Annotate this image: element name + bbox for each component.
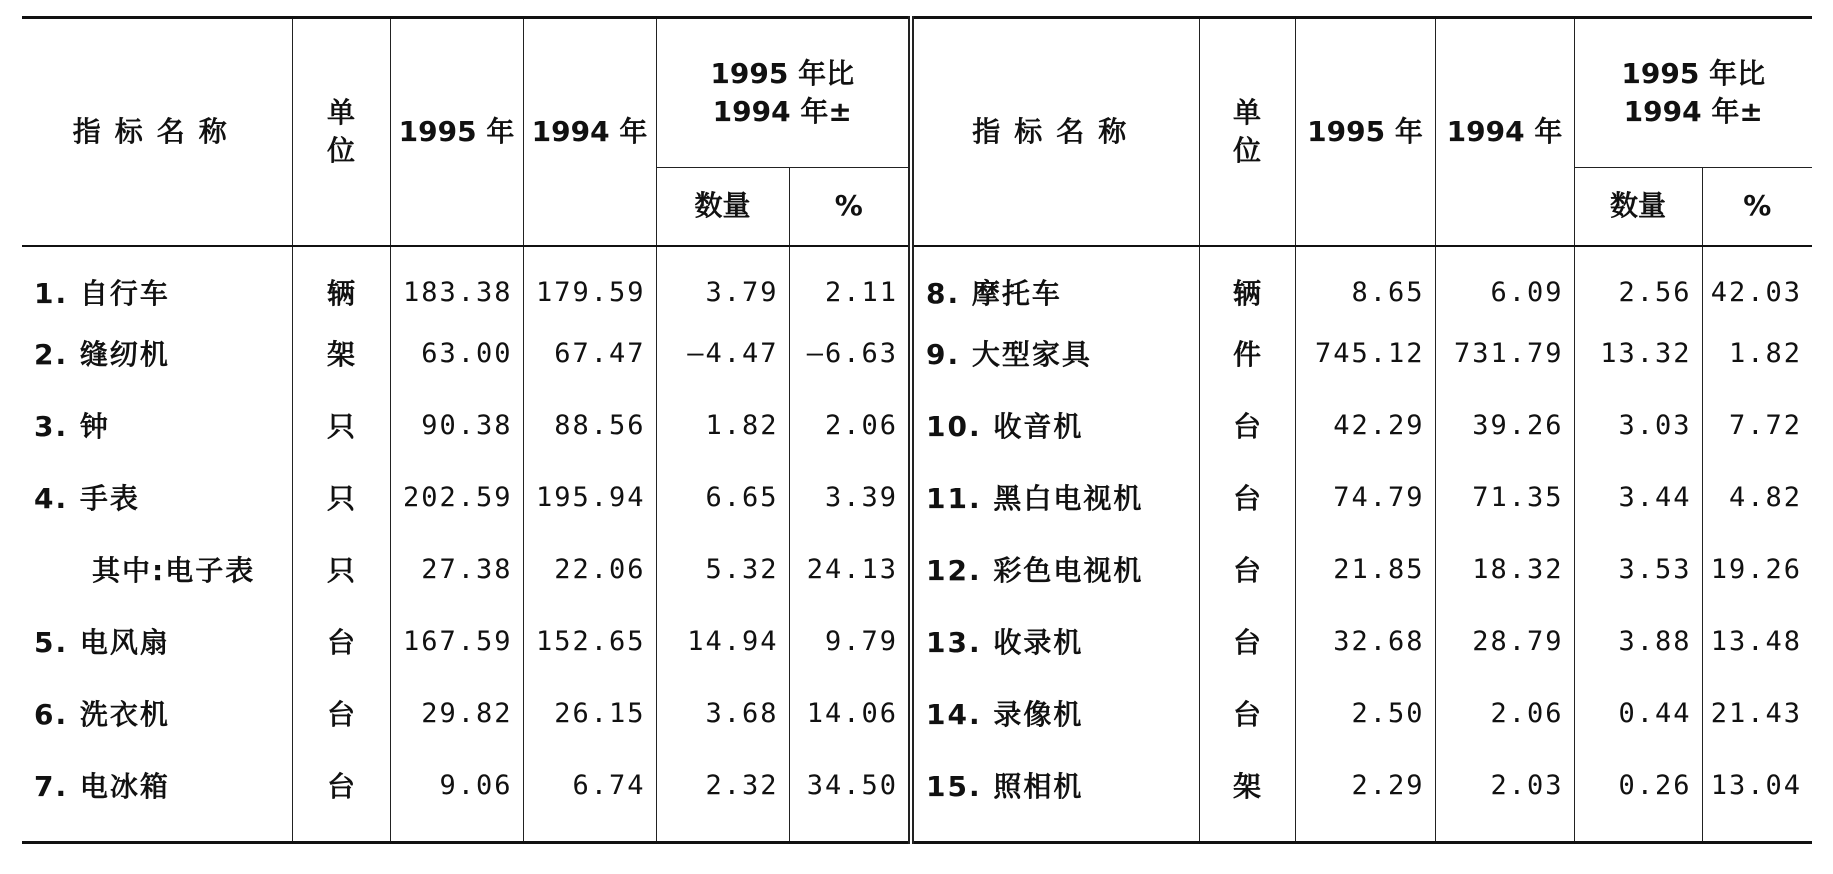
row-pct-right: 42.03 [1702,246,1812,319]
row-pct: 34.50 [789,751,911,843]
row-1995: 9.06 [390,751,523,843]
row-1995-right: 8.65 [1295,246,1435,319]
row-name-right: 8. 摩托车 [911,246,1199,319]
row-name-right: 14. 录像机 [911,679,1199,751]
header-comparison-right: 1995 年比 1994 年± [1574,18,1812,168]
table-row [22,607,1812,679]
row-1995-right: 745.12 [1295,319,1435,391]
row-unit: 台 [292,607,390,679]
row-1995: 90.38 [390,391,523,463]
row-1995-right: 42.29 [1295,391,1435,463]
row-1994-right: 71.35 [1435,463,1574,535]
row-name-right: 9. 大型家具 [911,319,1199,391]
row-qty-right: 0.26 [1574,751,1702,843]
row-pct: 2.06 [789,391,911,463]
row-1994: 152.65 [523,607,656,679]
row-1994: 6.74 [523,751,656,843]
header-pct-right: % [1702,168,1812,246]
row-1994-right: 6.09 [1435,246,1574,319]
row-unit-right: 件 [1199,319,1295,391]
row-unit: 只 [292,463,390,535]
row-1994-right: 18.32 [1435,535,1574,607]
row-1995: 183.38 [390,246,523,319]
row-1994: 179.59 [523,246,656,319]
row-unit: 只 [292,535,390,607]
row-1994: 26.15 [523,679,656,751]
row-1994: 88.56 [523,391,656,463]
row-pct-right: 13.48 [1702,607,1812,679]
row-name: 5. 电风扇 [34,625,170,659]
row-pct: 14.06 [789,679,911,751]
header-comparison: 1995 年比 1994 年± [656,18,911,168]
row-qty-right: 3.88 [1574,607,1702,679]
row-name-right: 10. 收音机 [911,391,1199,463]
table-header [22,18,1812,246]
header-qty-right: 数量 [1574,168,1702,246]
row-name: 2. 缝纫机 [34,337,170,371]
row-name-right: 12. 彩色电视机 [911,535,1199,607]
row-pct: 24.13 [789,535,911,607]
header-qty: 数量 [656,168,789,246]
table-row [22,319,1812,391]
row-qty-right: 0.44 [1574,679,1702,751]
row-qty-right: 3.44 [1574,463,1702,535]
row-name: 其中:电子表 [92,553,256,587]
row-qty: —4.47 [656,319,789,391]
row-name: 7. 电冰箱 [22,751,292,843]
row-1994-right: 731.79 [1435,319,1574,391]
row-1994: 67.47 [523,319,656,391]
row-qty: 5.32 [656,535,789,607]
statistics-table-container [22,16,1812,844]
row-name: 3. 钟 [34,409,110,443]
row-pct-right: 19.26 [1702,535,1812,607]
row-unit-right: 台 [1199,535,1295,607]
row-pct-right: 1.82 [1702,319,1812,391]
header-unit-right: 单 位 [1199,18,1295,246]
header-unit: 单 位 [292,18,390,246]
row-1995: 27.38 [390,535,523,607]
row-qty-right: 3.53 [1574,535,1702,607]
row-name-right: 13. 收录机 [911,607,1199,679]
row-1995-right: 74.79 [1295,463,1435,535]
row-1994: 195.94 [523,463,656,535]
row-qty: 3.68 [656,679,789,751]
row-qty-right: 2.56 [1574,246,1702,319]
row-unit: 架 [292,319,390,391]
row-unit: 台 [292,751,390,843]
table-row [22,751,1812,843]
row-unit-right: 台 [1199,391,1295,463]
table-row [22,535,1812,607]
row-qty-right: 3.03 [1574,391,1702,463]
row-unit-right: 台 [1199,607,1295,679]
row-pct-right: 7.72 [1702,391,1812,463]
row-unit: 只 [292,391,390,463]
row-1995-right: 21.85 [1295,535,1435,607]
table-row [22,391,1812,463]
row-qty: 3.79 [656,246,789,319]
row-unit-right: 台 [1199,679,1295,751]
row-1995: 63.00 [390,319,523,391]
row-1995-right: 2.50 [1295,679,1435,751]
row-1995: 202.59 [390,463,523,535]
row-1994-right: 2.06 [1435,679,1574,751]
row-pct: 3.39 [789,463,911,535]
row-qty: 1.82 [656,391,789,463]
row-qty: 14.94 [656,607,789,679]
row-name-right: 11. 黑白电视机 [911,463,1199,535]
row-1994-right: 39.26 [1435,391,1574,463]
table-row [22,679,1812,751]
header-1995: 1995 年 [390,18,523,246]
header-indicator-name: 指标名称 [22,18,292,246]
row-1994: 22.06 [523,535,656,607]
row-1995-right: 2.29 [1295,751,1435,843]
row-unit-right: 台 [1199,463,1295,535]
table-row [22,463,1812,535]
row-unit-right: 架 [1199,751,1295,843]
row-qty: 2.32 [656,751,789,843]
table-row [22,246,1812,319]
row-1995: 29.82 [390,679,523,751]
row-name: 4. 手表 [34,481,140,515]
row-1994-right: 28.79 [1435,607,1574,679]
row-name-right: 15. 照相机 [911,751,1199,843]
row-unit-right: 辆 [1199,246,1295,319]
header-1995-right: 1995 年 [1295,18,1435,246]
row-pct: —6.63 [789,319,911,391]
row-pct-right: 21.43 [1702,679,1812,751]
row-pct-right: 13.04 [1702,751,1812,843]
row-1994-right: 2.03 [1435,751,1574,843]
household-goods-table [22,16,1812,844]
row-name: 6. 洗衣机 [34,697,170,731]
header-1994: 1994 年 [523,18,656,246]
row-unit: 台 [292,679,390,751]
header-pct: % [789,168,911,246]
row-pct: 9.79 [789,607,911,679]
row-pct-right: 4.82 [1702,463,1812,535]
header-1994-right: 1994 年 [1435,18,1574,246]
row-name: 1. 自行车 [22,246,292,319]
row-unit: 辆 [292,246,390,319]
row-pct: 2.11 [789,246,911,319]
table-body [22,246,1812,843]
header-indicator-name-right: 指标名称 [911,18,1199,246]
row-1995: 167.59 [390,607,523,679]
row-1995-right: 32.68 [1295,607,1435,679]
row-qty: 6.65 [656,463,789,535]
row-qty-right: 13.32 [1574,319,1702,391]
